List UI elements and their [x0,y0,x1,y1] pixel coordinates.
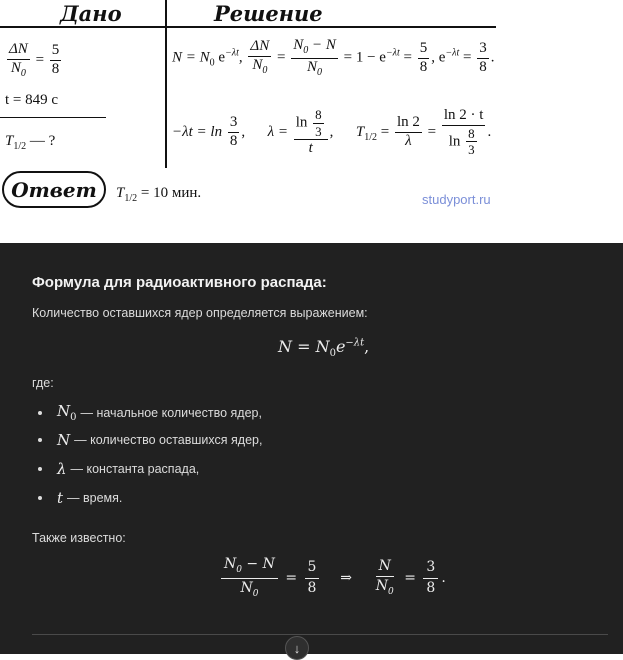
list-item: N — количество оставшихся ядер, [38,431,262,449]
solution-line-1: $N = N_0$ $e^{-\lambda t}$, $\frac{\Delta N}{N_0}$ = $\frac{N_0 - N}{N_0}$ = $1 - e^{-\lambda t}$ = $\frac{5}{8}$ , $e^{-\lambda t}$ = $\frac{3}{8}$ . [172,37,495,78]
watermark: studyport.ru [422,192,491,207]
answer-value: $T_{1/2} = 10$ мин. [116,185,202,204]
header-rule [0,26,496,28]
arrow-down-icon: ↓ [293,640,301,656]
answer-badge: Ответ [2,171,106,208]
given-header: Дано [60,1,122,26]
solution-line-2: −λt = ln $\frac{3}{8}$ , λ = ln $\frac{8}{3}$ t , $T_{1/2}$ = $\frac{\ln 2}{\lambda}$ = ln 2 · t ln $\frac{8}{3}$ . [172,107,492,158]
scroll-to-bottom-button[interactable] [285,636,309,660]
given-rule [0,117,106,118]
also-known-label: Также известно: [32,531,126,545]
find-period: $T_{1/2}$ — ? [5,133,56,152]
decay-formula: $N = N_0e^{-\lambda t}$, [278,337,370,360]
column-divider [165,0,167,168]
chat-response-panel [0,243,623,654]
intro-text: Количество оставшихся ядер определяется выражением: [32,306,368,320]
given-time: t = 849 c [5,92,59,108]
list-item: t — время. [38,489,122,507]
response-heading: Формула для радиоактивного распада: [32,274,327,291]
given-ratio: $\frac{\Delta N}{N_0}$ = $\frac{5}{8}$ [9,41,60,79]
solution-header: Решение [214,1,323,26]
textbook-scan [0,0,623,243]
list-item: λ — константа распада, [38,460,199,478]
divider [32,634,608,635]
where-label: где: [32,376,54,390]
known-ratio-formula: $\frac{N_0 - N}{N_0}$ = $\frac{5}{8}$ ⇒ $\frac{N}{N_0}$ = $\frac{3}{8}$ . [218,557,446,599]
list-item: $N_0$ — начальное количество ядер, [38,402,262,423]
